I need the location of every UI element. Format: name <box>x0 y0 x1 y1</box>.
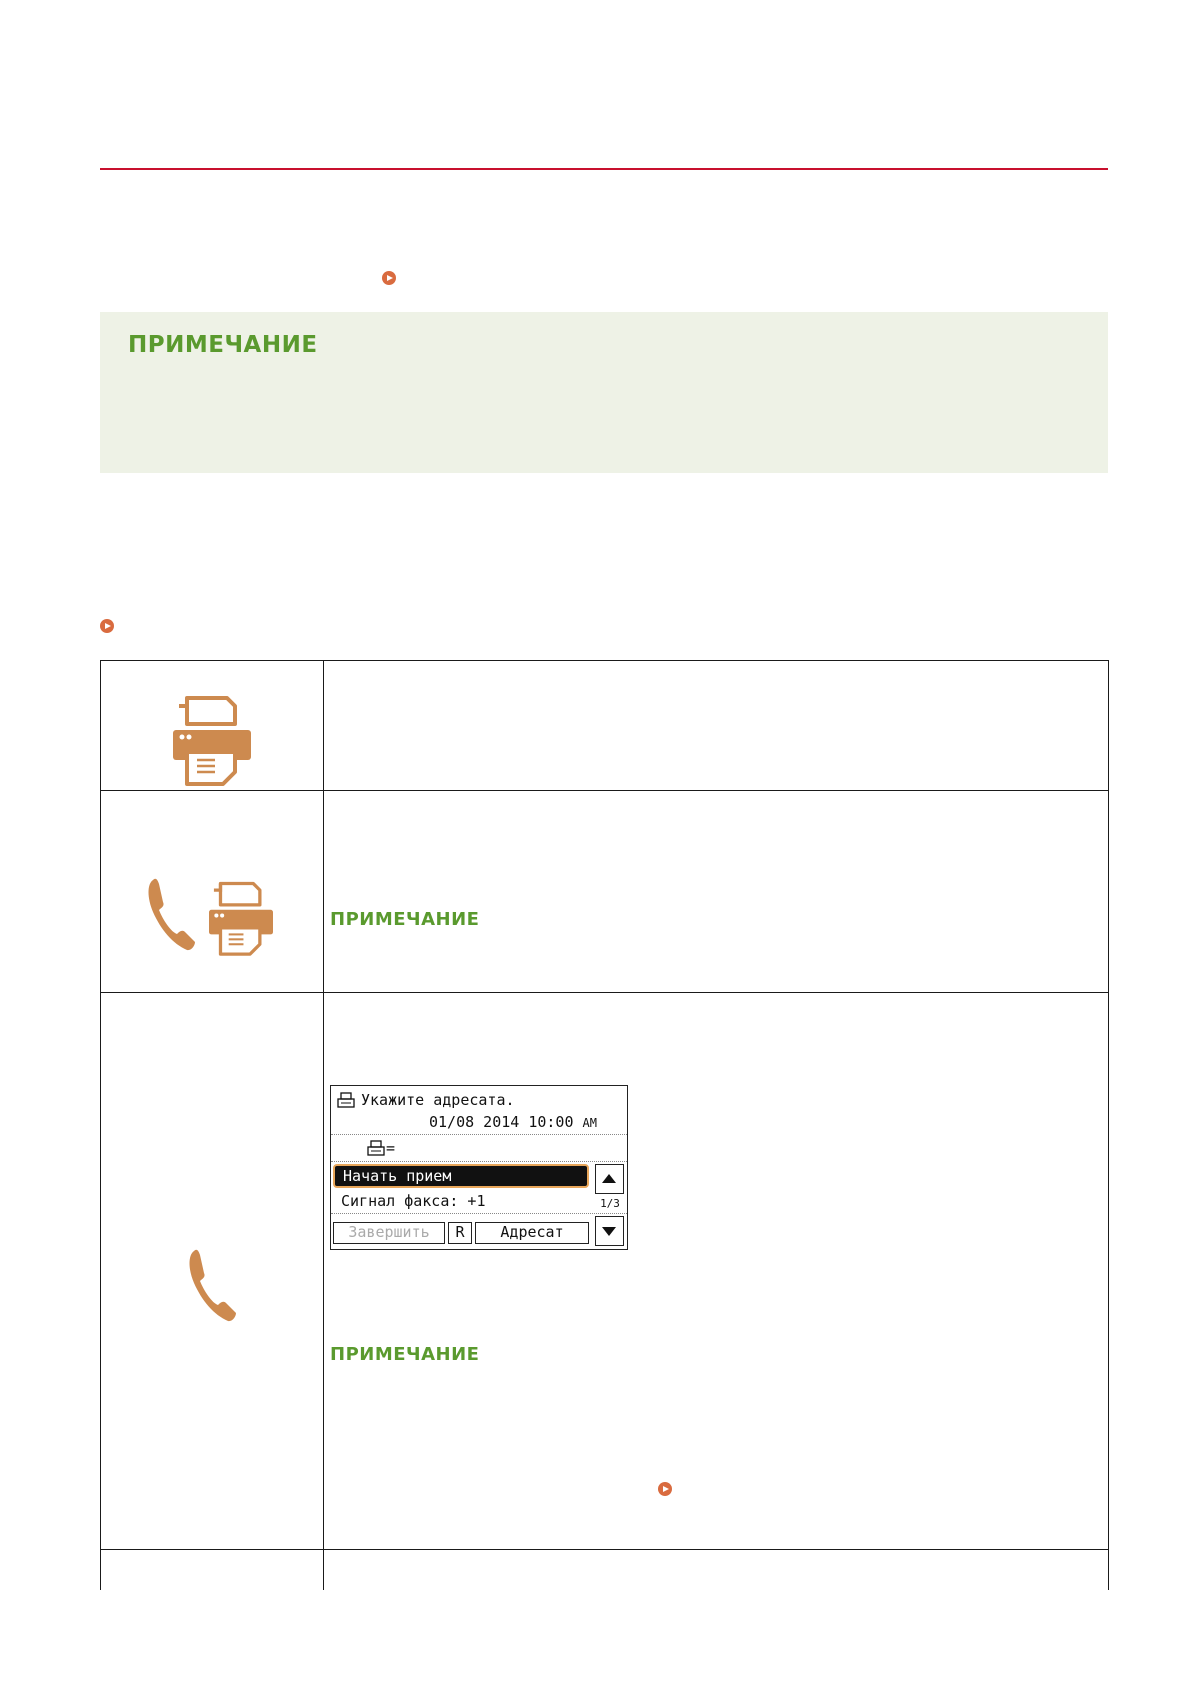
link-arrow-icon[interactable] <box>382 271 396 285</box>
link-arrow-icon[interactable] <box>658 1482 672 1496</box>
description-cell <box>324 791 1109 993</box>
fax-printer-icon <box>173 694 251 786</box>
menu-item-fax-signal[interactable]: Сигнал факса: +1 <box>341 1192 486 1210</box>
menu-item-start-receive[interactable]: Начать прием <box>333 1164 589 1188</box>
table-row <box>101 791 1109 993</box>
table-row <box>101 661 1109 791</box>
description-cell <box>324 993 1109 1550</box>
fax-icon <box>337 1092 355 1108</box>
scroll-up-button[interactable] <box>595 1164 624 1194</box>
fax-screen <box>330 1085 628 1250</box>
table-row <box>101 1550 1109 1591</box>
icon-cell <box>101 993 324 1550</box>
icon-cell <box>101 791 324 993</box>
table-row <box>101 993 1109 1550</box>
note-box <box>100 312 1108 473</box>
note-title: ПРИМЕЧАНИЕ <box>128 332 318 358</box>
icon-cell <box>101 661 324 791</box>
link-arrow-icon[interactable] <box>100 619 114 633</box>
fax-number-field[interactable]: = <box>386 1139 396 1157</box>
fax-printer-icon <box>209 877 273 959</box>
screen-datetime: 01/08 2014 10:00 AM <box>429 1113 597 1131</box>
note-title: ПРИМЕЧАНИЕ <box>330 1344 480 1365</box>
note-title: ПРИМЕЧАНИЕ <box>330 909 480 930</box>
arrow-down-icon <box>602 1227 616 1236</box>
destination-button[interactable]: Адресат <box>475 1222 589 1244</box>
page-indicator: 1/3 <box>600 1197 620 1210</box>
icon-cell <box>101 1550 324 1591</box>
r-button[interactable]: R <box>448 1222 472 1244</box>
phone-icon <box>186 1247 238 1323</box>
description-cell <box>324 661 1109 791</box>
fax-icon <box>367 1140 385 1156</box>
description-cell <box>324 1550 1109 1591</box>
finish-button[interactable]: Завершить <box>333 1222 445 1244</box>
title-rule <box>100 168 1108 170</box>
arrow-up-icon <box>602 1174 616 1183</box>
phone-icon <box>145 876 197 952</box>
scroll-down-button[interactable] <box>595 1216 624 1246</box>
screen-message: Укажите адресата. <box>361 1091 515 1109</box>
